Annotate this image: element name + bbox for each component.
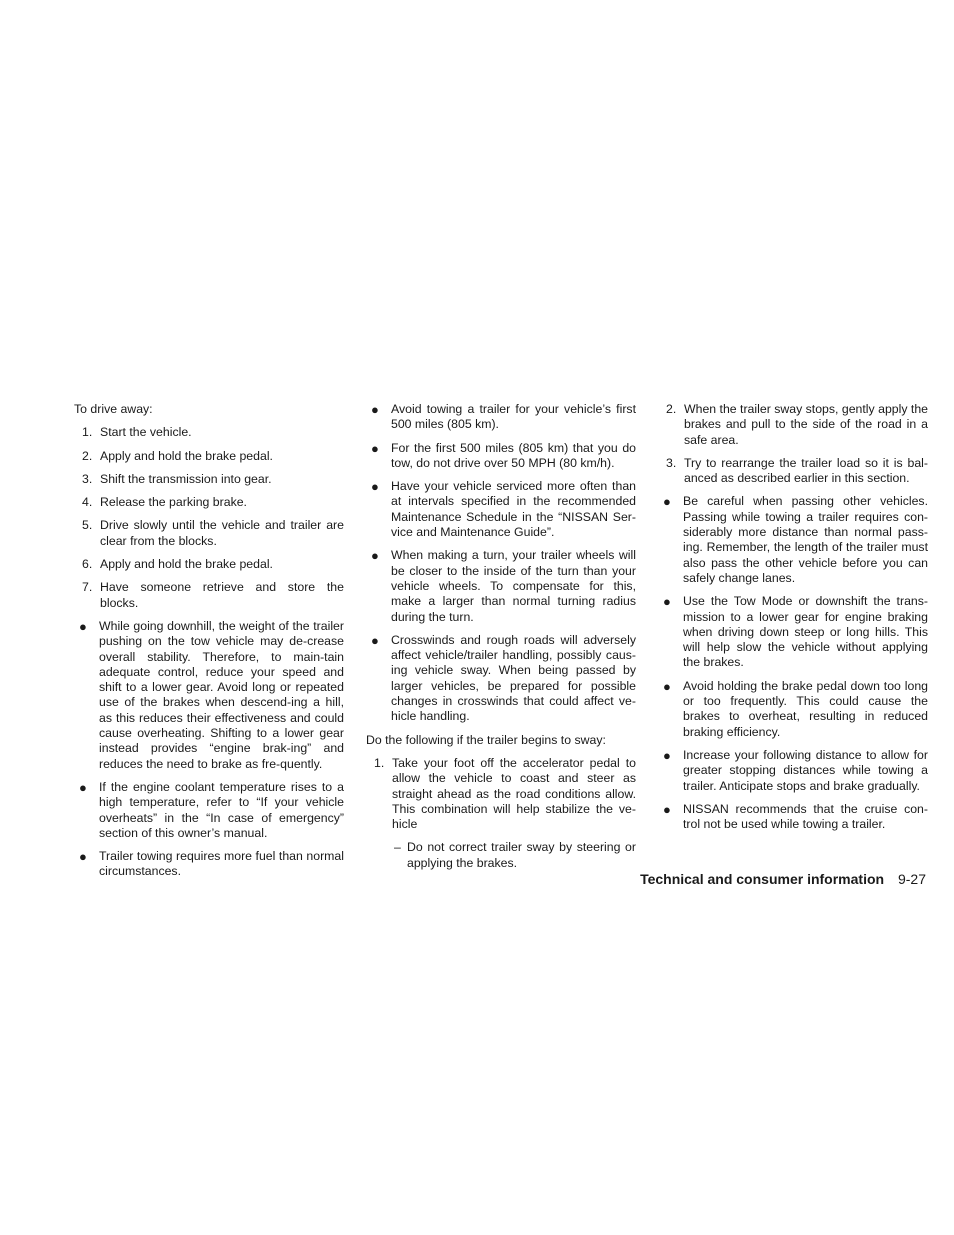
bullet-text: Have your vehicle serviced more often than at intervals specified in the recommended Maintenance Schedule in the “NISSAN Ser-vice and Maintenance Guide”. bbox=[391, 479, 636, 540]
bullet-text: While going downhill, the weight of the trailer pushing on the tow vehicle may de-crease overall stability. Therefore, to main-tain adequate control, reduce your speed and shift to a lower gear. Avoid long or repeated use of the brakes when descend-ing a hill, as this reduces their effectiveness and could cause overheating. Shifting to a lower gear instead provides “engine brak-ing” and reduces the need to brake as fre-quently. bbox=[99, 618, 344, 771]
bullet-icon: ● bbox=[371, 548, 379, 564]
step-text: Start the vehicle. bbox=[100, 425, 192, 440]
bullet-item bbox=[658, 494, 928, 586]
bullet-text: Increase your following distance to allow for greater stopping distances while towing a trailer. Anticipate stops and brake gradually. bbox=[683, 747, 928, 793]
bullet-text: Avoid towing a trailer for your vehicle’s first 500 miles (805 km). bbox=[391, 402, 636, 432]
step-text: Apply and hold the brake pedal. bbox=[100, 448, 273, 463]
dash-marker: – bbox=[394, 840, 401, 855]
step-number: 2. bbox=[82, 448, 93, 463]
bullet-text: Be careful when passing other vehicles. Passing while towing a trailer requires con-siderably more distance than normal pass-ing. Remember, the length of the trailer must also pass the other vehicle before you can safely change lanes. bbox=[683, 494, 928, 585]
step-item bbox=[74, 557, 344, 572]
column-1 bbox=[74, 402, 344, 888]
step-number: 1. bbox=[82, 425, 93, 440]
bullet-item bbox=[658, 594, 928, 670]
bullet-text: When making a turn, your trailer wheels will be closer to the inside of the turn than your vehicle wheels. To compensate for this, make a larger than normal turning radius during the turn. bbox=[391, 548, 636, 624]
step-text: Try to rearrange the trailer load so it is bal-anced as described earlier in this section. bbox=[684, 455, 928, 486]
column-3 bbox=[658, 402, 928, 840]
step-text: When the trailer sway stops, gently apply the brakes and pull to the side of the road in a safe area. bbox=[684, 402, 929, 447]
step-item bbox=[74, 580, 344, 611]
step-number: 1. bbox=[374, 755, 385, 770]
bullet-text: Crosswinds and rough roads will adversely affect vehicle/trailer handling, possibly caus-ing vehicle sway. When being passed by larger vehicles, be prepared for possible changes in crosswinds that could affect ve-hicle handling. bbox=[391, 632, 636, 724]
footer-section-title: Technical and consumer information bbox=[640, 871, 885, 887]
bullet-text: NISSAN recommends that the cruise con-trol not be used while towing a trailer. bbox=[683, 801, 928, 832]
bullet-item bbox=[366, 402, 636, 433]
bullet-icon: ● bbox=[663, 747, 671, 763]
step-item bbox=[74, 518, 344, 549]
step-text: Drive slowly until the vehicle and trailer are clear from the blocks. bbox=[100, 518, 344, 548]
bullet-item bbox=[366, 548, 636, 624]
bullet-icon: ● bbox=[79, 618, 87, 634]
bullet-text: For the first 500 miles (805 km) that you do tow, do not drive over 50 MPH (80 km/h). bbox=[391, 440, 636, 470]
step-number: 3. bbox=[666, 455, 677, 470]
step-item bbox=[74, 472, 344, 487]
drive-away-intro: To drive away: bbox=[74, 402, 153, 416]
bullet-icon: ● bbox=[663, 594, 671, 610]
step-text: Take your foot off the accelerator pedal to allow the vehicle to coast and steer as straight ahead as the road conditions allow. This combination will help stabilize the ve-hicle bbox=[392, 755, 636, 832]
step-item bbox=[366, 756, 636, 832]
page-footer bbox=[640, 872, 926, 887]
bullet-text: Use the Tow Mode or downshift the trans-mission to a lower gear for engine braking when driving down steep or long hills. This will help slow the vehicle without applying the brakes. bbox=[683, 594, 928, 670]
step-text: Shift the transmission into gear. bbox=[100, 471, 272, 486]
step-item bbox=[74, 449, 344, 464]
bullet-item bbox=[658, 679, 928, 740]
step-item bbox=[74, 425, 344, 440]
sway-intro: Do the following if the trailer begins to sway: bbox=[366, 732, 606, 747]
bullet-icon: ● bbox=[663, 494, 671, 510]
bullet-item bbox=[74, 849, 344, 880]
bullet-item bbox=[366, 441, 636, 472]
bullet-icon: ● bbox=[371, 402, 379, 417]
step-number: 6. bbox=[82, 557, 93, 572]
bullet-item bbox=[658, 802, 928, 833]
dash-item bbox=[366, 840, 636, 871]
bullet-icon: ● bbox=[371, 479, 379, 495]
page-number: 9-27 bbox=[897, 871, 926, 887]
step-item bbox=[74, 495, 344, 510]
step-number: 7. bbox=[82, 580, 93, 595]
step-number: 2. bbox=[666, 402, 677, 416]
step-text: Release the parking brake. bbox=[100, 495, 247, 510]
step-item bbox=[658, 402, 928, 448]
bullet-icon: ● bbox=[371, 440, 379, 456]
step-text: Have someone retrieve and store the blocks. bbox=[100, 580, 344, 610]
step-text: Apply and hold the brake pedal. bbox=[100, 557, 273, 572]
bullet-icon: ● bbox=[663, 801, 671, 817]
bullet-icon: ● bbox=[371, 632, 379, 648]
bullet-item bbox=[366, 633, 636, 725]
bullet-text: Trailer towing requires more fuel than normal circumstances. bbox=[99, 849, 344, 879]
bullet-item bbox=[74, 619, 344, 772]
step-number: 3. bbox=[82, 471, 93, 486]
bullet-item bbox=[74, 780, 344, 841]
dash-text: Do not correct trailer sway by steering or applying the brakes. bbox=[407, 840, 636, 870]
column-2 bbox=[366, 402, 636, 879]
bullet-text: If the engine coolant temperature rises to a high temperature, refer to “If your vehicle overheats” in the “In case of emergency” section of this owner’s manual. bbox=[99, 779, 344, 840]
step-item bbox=[658, 456, 928, 487]
step-number: 4. bbox=[82, 495, 93, 510]
bullet-icon: ● bbox=[663, 678, 671, 694]
bullet-text: Avoid holding the brake pedal down too long or too frequently. This could cause the brakes to overheat, resulting in reduced braking efficiency. bbox=[683, 678, 928, 739]
bullet-icon: ● bbox=[79, 849, 87, 865]
bullet-item bbox=[658, 748, 928, 794]
step-number: 5. bbox=[82, 518, 93, 533]
bullet-icon: ● bbox=[79, 779, 87, 795]
bullet-item bbox=[366, 479, 636, 540]
